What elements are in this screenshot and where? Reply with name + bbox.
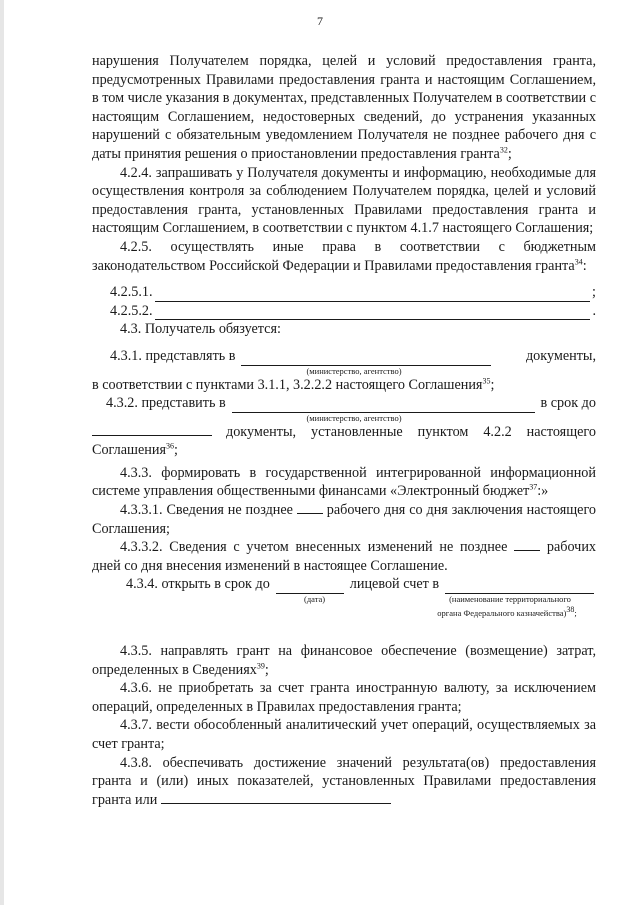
paragraph-4-3-3-1: 4.3.3.1. Сведения не позднее рабочего дня со дня заключения настоящего Соглашения; [92,502,597,537]
document-body [92,52,596,809]
paragraph-4-3-3: 4.3.3. формировать в государственной интегрированной информационной системе управления общественными финансами «Электронный бюджет$^{37}$:» [92,464,596,500]
item-4-2-5-2: 4.2.5.2. . [110,302,596,319]
item-4-3-2: 4.3.2. представить в в срок до [106,395,596,412]
scan-edge [0,0,4,905]
paragraph-4-2-5: 4.2.5. осуществлять иные права в соответствии с бюджетным законодательством Российской Федерации и Правилами предоставления гранта$^{34}$: [92,238,596,274]
caption-ministry: (министерство, агентство) [306,365,402,376]
blank-line [297,501,323,514]
item-4-3-1: 4.3.1. представлять в документы, [110,347,596,364]
paragraph-intro: нарушения Получателем порядка, целей и условий предоставления гранта, предусмотренных Правилами предоставления гранта и настоящим Соглашением, в том числе указания в документах, представленных Получателем в соответствии с настоящим Соглашением, недостоверных сведений, до устранения указанных нарушений с обязательным уведомлением Получателя не позднее рабочего дня с даты принятия решения о приостановлении предоставления гранта$^{32}$; [92,53,596,162]
paragraph-4-3-7: 4.3.7. вести обособленный аналитический учет операций, осуществляемых за счет гранта; [92,717,596,752]
footnote-ref-32: 32 [499,145,508,155]
paragraph-4-3-5: 4.3.5. направлять грант на финансовое обеспечение (возмещение) затрат, определенных в Сведениях$^{39}$; [92,643,596,678]
blank-line [445,581,594,594]
blank-line [276,581,344,594]
item-4-3-4: 4.3.4. открыть в срок до лицевой счет в [92,575,596,594]
footnote-ref-34: 34 [574,256,583,266]
page-number: 7 [317,14,323,28]
footnote-ref-35: 35 [482,375,491,385]
captions-4-3-4 [92,594,596,620]
caption-org-1: (наименование территориального [449,594,571,605]
paragraph-4-3-2-cont: документы, установленные пунктом 4.2.2 настоящего Соглашения$^{36}$; [92,423,596,459]
paragraph-4-3-6: 4.3.6. не приобретать за счет гранта иностранную валюту, за исключением операций, определенных в Правилах предоставления гранта; [92,680,596,715]
paragraph-4-3: 4.3. Получатель обязуется: [120,321,281,338]
footnote-ref-37: 37 [529,482,538,492]
blank-line [155,307,591,320]
paragraph-4-3-3-2: 4.3.3.2. Сведения с учетом внесенных изменений не позднее рабочих дней со дня внесения изменений в настоящее Соглашение. [92,539,597,574]
blank-line [232,400,535,413]
paragraph-4-3-8: 4.3.8. обеспечивать достижение значений результата(ов) предоставления гранта и (или) иных показателей, установленных Правилами предоставления гранта или [92,754,596,808]
footnote-ref-36: 36 [165,441,174,451]
paragraph-4-3-1-cont: в соответствии с пунктами 3.1.1, 3.2.2.2 настоящего Соглашения$^{35}$; [92,375,495,393]
footnote-ref-39: 39 [256,660,265,670]
blank-line [92,423,212,436]
footnote-ref-38: 38 [566,605,575,615]
caption-org-2: органа Федерального казначейства)$^{38}$; [437,605,577,619]
blank-line [155,289,590,302]
blank-line [161,791,391,804]
paragraph-4-2-4: 4.2.4. запрашивать у Получателя документы и информацию, необходимые для осуществления контроля за соблюдением Получателем порядка, целей и условий предоставления гранта, установленных Правилами предоставления гранта и настоящим Соглашением, в соответствии с пунктом 4.1.7 настоящего Соглашения; [92,164,596,237]
item-4-2-5-1: 4.2.5.1. ; [110,284,596,301]
blank-line [514,538,540,551]
caption-date: (дата) [304,594,326,605]
caption-ministry-2: (министерство, агентство) [306,412,402,423]
blank-line [241,353,491,366]
